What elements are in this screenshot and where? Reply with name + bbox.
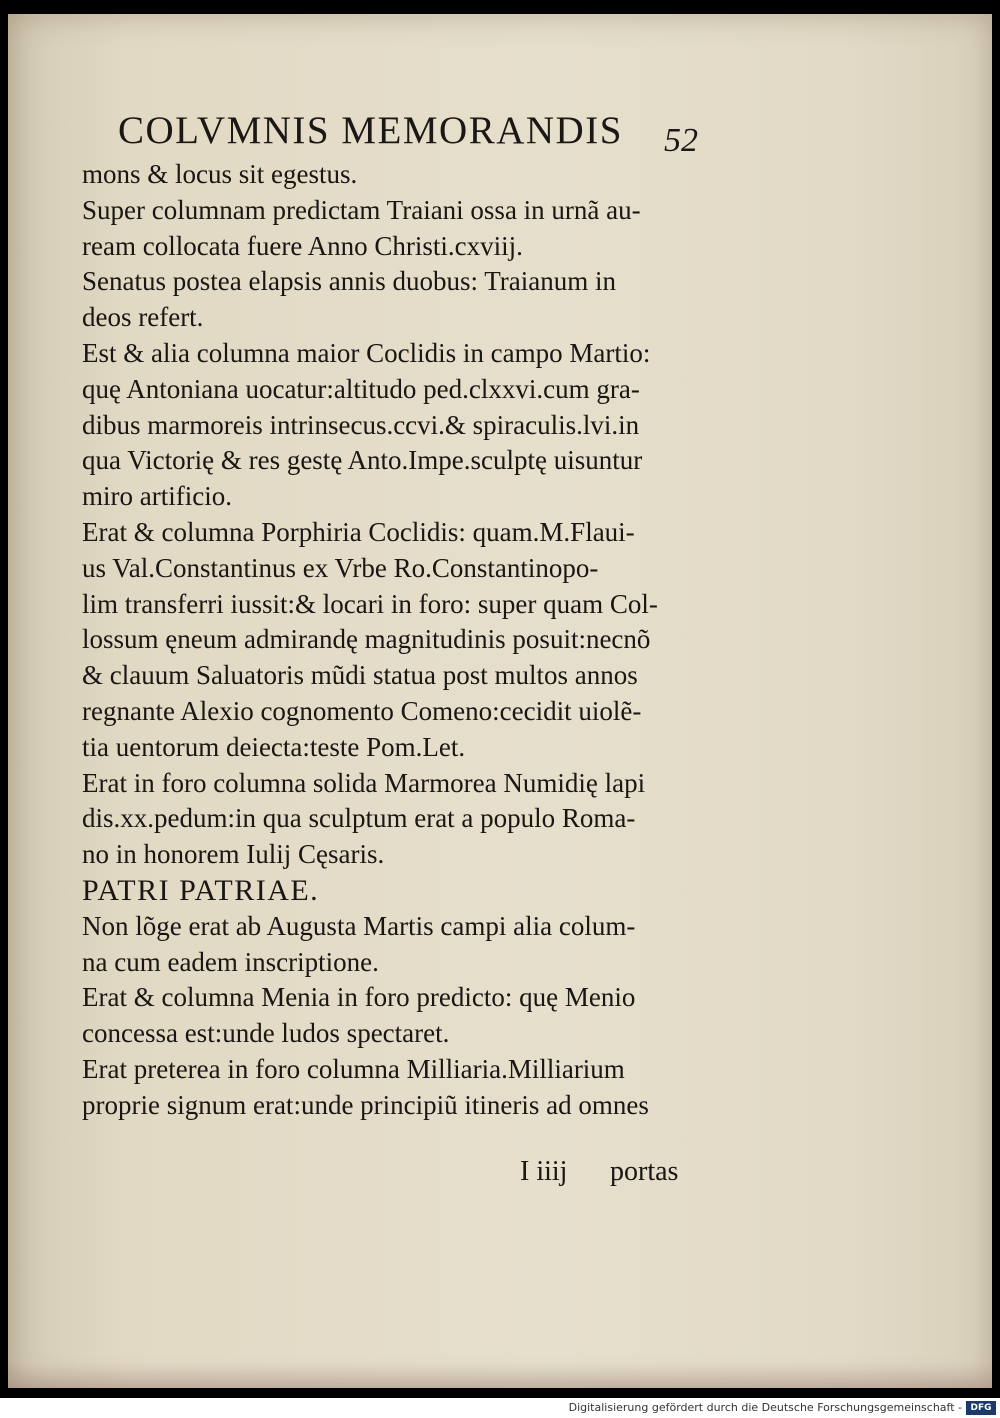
- text-line: Erat preterea in foro columna Milliaria.Milliarium: [82, 1053, 625, 1084]
- text-line: tia uentorum deiecta:teste Pom.Let.: [82, 731, 466, 762]
- text-line: Erat in foro columna solida Marmorea Numidię lapi: [82, 767, 646, 798]
- text-line: Erat & columna Porphiria Coclidis: quam.M.Flaui-: [82, 516, 635, 547]
- catchword: portas: [610, 1156, 679, 1187]
- text-line: Senatus postea elapsis annis duobus: Traianum in: [82, 266, 616, 297]
- credit-bar: [0, 1398, 1000, 1418]
- text-line: Erat & columna Menia in foro predicto: quę Menio: [82, 982, 636, 1013]
- text-line: dibus marmoreis intrinsecus.ccvi.& spiraculis.lvi.in: [82, 409, 640, 440]
- text-line: deos refert.: [82, 302, 204, 333]
- page-foot: [8, 1152, 1000, 1192]
- body-text: [82, 157, 722, 1124]
- text-line: us Val.Constantinus ex Vrbe Ro.Constantinopo-: [82, 552, 599, 583]
- text-line: & clauum Saluatoris mũdi statua post multos annos: [82, 660, 638, 691]
- text-line: Est & alia columna maior Coclidis in campo Martio:: [82, 337, 651, 368]
- text-line: Non lõge erat ab Augusta Martis campi alia colum-: [82, 910, 636, 941]
- text-line: dis.xx.pedum:in qua sculptum erat a populo Roma-: [82, 803, 636, 834]
- text-line: regnante Alexio cognomento Comeno:cecidit uiolẽ-: [82, 695, 642, 726]
- text-line: Super columnam predictam Traiani ossa in urnã au-: [82, 194, 641, 225]
- signature-mark: I iiij: [520, 1156, 568, 1187]
- text-line: quę Antoniana uocatur:altitudo ped.clxxvi.cum gra-: [82, 373, 640, 404]
- text-line: lim transferri iussit:& locari in foro: super quam Col-: [82, 588, 658, 619]
- text-line: no in honorem Iulij Cęsaris.: [82, 839, 385, 870]
- text-line: ream collocata fuere Anno Christi.cxviij.: [82, 230, 523, 261]
- text-line: miro artificio.: [82, 481, 232, 512]
- running-title: COLVMNIS MEMORANDIS: [118, 109, 623, 152]
- dfg-logo: DFG: [966, 1401, 996, 1415]
- text-line: concessa est:unde ludos spectaret.: [82, 1018, 450, 1049]
- text-line: lossum ęneum admirandę magnitudinis posuit:necnõ: [82, 624, 651, 655]
- text-line: qua Victorię & res gestę Anto.Impe.sculptę uisuntur: [82, 445, 643, 476]
- book-page: [8, 14, 992, 1388]
- text-line: mons & locus sit egestus.: [82, 159, 358, 189]
- folio-number: 52: [664, 122, 698, 159]
- text-line: na cum eadem inscriptione.: [82, 946, 379, 977]
- credit-text: Digitalisierung gefördert durch die Deutsche Forschungsgemeinschaft -: [568, 1401, 962, 1414]
- text-line: proprie signum erat:unde principiũ itineris ad omnes: [82, 1089, 649, 1120]
- inscription-heading: PATRI PATRIAE.: [82, 873, 320, 907]
